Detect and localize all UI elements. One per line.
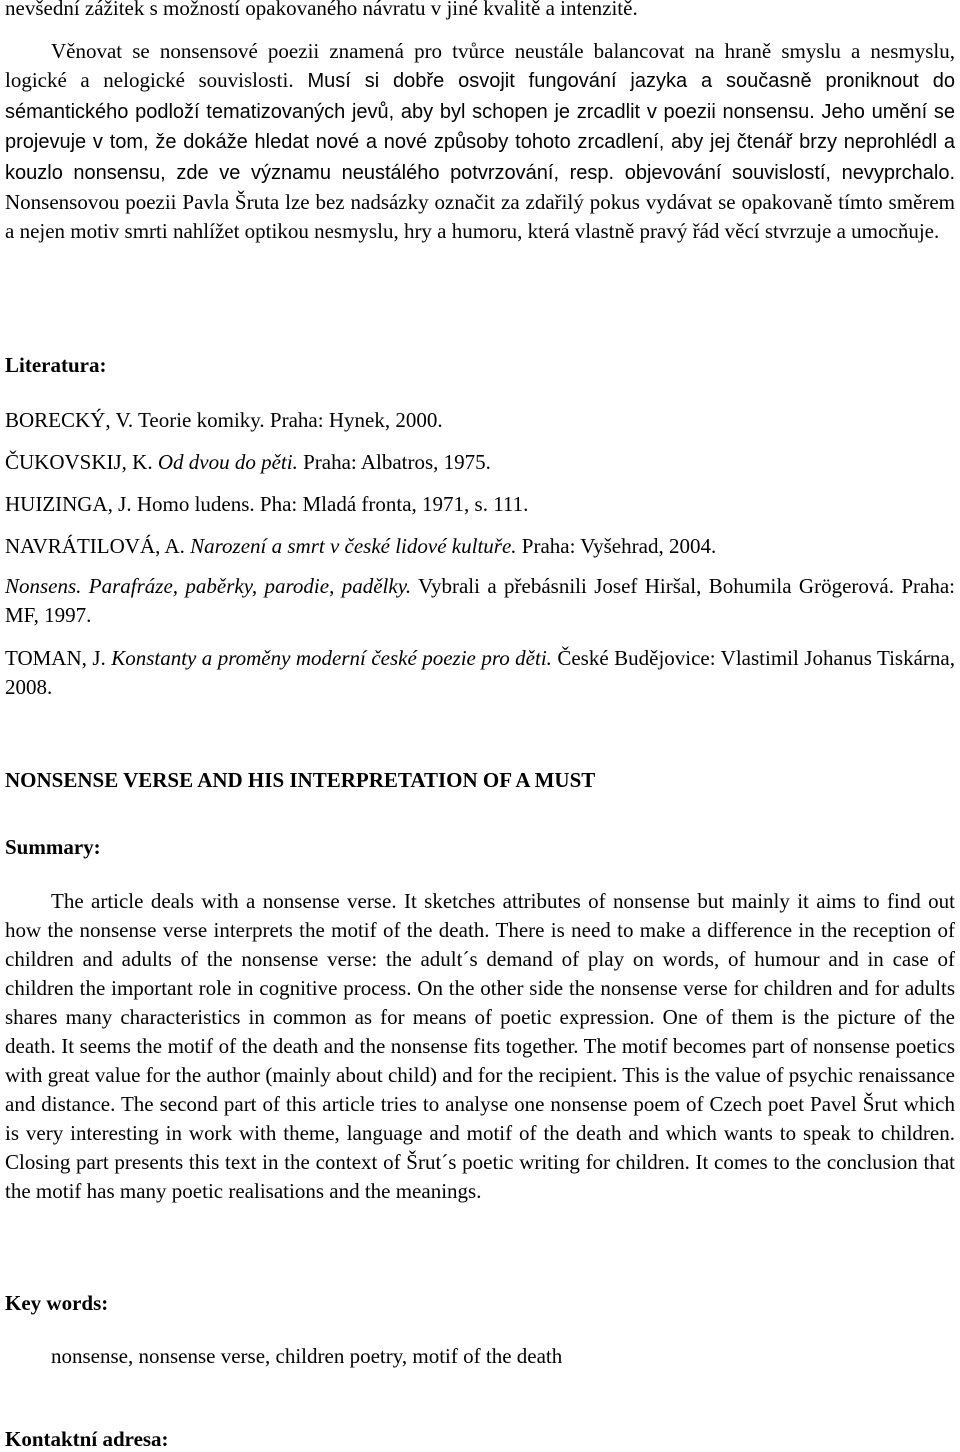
reference-item: Nonsens. Parafráze, paběrky, parodie, padělky. Vybrali a přebásnili Josef Hiršal, Bohumila Grögerová. Praha: MF, 1997. bbox=[5, 574, 956, 627]
intro-continuation-line: nevšední zážitek s možností opakovaného návratu v jiné kvalitě a intenzitě. bbox=[5, 0, 638, 20]
reference-item: ČUKOVSKIJ, K. Od dvou do pěti. Praha: Albatros, 1975. bbox=[5, 450, 491, 474]
intro-text-sans: Musí si dobře osvojit fungování jazyka a současně proniknout do sémantického podloží tematizovaných jevů, aby byl schopen je zrcadlit v poezii nonsensu. Jeho umění se projevuje v tom, že dokáže hledat nové a nové způsoby tohoto zrcadlení, aby jej čtenář brzy neprohlédl a kouzlo nonsensu, zde ve významu neustálého potvrzování, resp. objevování souvislostí, nevyprchalo. bbox=[5, 70, 955, 184]
keywords-heading: Key words: bbox=[5, 1291, 109, 1315]
literature-heading: Literatura: bbox=[5, 353, 107, 377]
intro-text-serif-2: Nonsensovou poezii Pavla Šruta lze bez nadsázky označit za zdařilý pokus vydávat se opakovaně tímto směrem a nejen motiv smrti nahlížet optikou nesmyslu, hry a humoru, která vlastně pravý řád věcí stvrzuje a umocňuje. bbox=[5, 190, 955, 243]
contact-heading: Kontaktní adresa: bbox=[5, 1427, 169, 1451]
intro-text-serif: Věnovat se nonsensové poezii znamená pro tvůrce neustále balancovat na hraně smyslu a nesmyslu, logické a nelogické souvislosti. bbox=[5, 39, 955, 92]
english-title: NONSENSE VERSE AND HIS INTERPRETATION OF A MUST bbox=[5, 768, 596, 792]
intro-paragraph bbox=[5, 37, 955, 246]
summary-text: The article deals with a nonsense verse. It sketches attributes of nonsense but mainly it aims to find out how the nonsense verse interprets the motif of the death. There is need to make a difference in the reception of children and adults of the nonsense verse: the adult´s demand of play on words, of humour and in case of children the important role in cognitive process. On the other side the nonsense verse for children and for adults shares many characteristics in common as for means of poetic expression. One of them is the picture of the death. It seems the motif of the death and the nonsense fits together. The motif becomes part of nonsense poetics with great value for the author (mainly about child) and for the recipient. This is the value of psychic renaissance and distance. The second part of this article tries to analyse one nonsense poem of Czech poet Pavel Šrut which is very interesting in work with theme, language and motif of the death and which wants to speak to children. Closing part presents this text in the context of Šrut´s poetic writing for children. It comes to the conclusion that the motif has many poetic realisations and the meanings. bbox=[5, 889, 955, 1203]
reference-item: BORECKÝ, V. Teorie komiky. Praha: Hynek, 2000. bbox=[5, 408, 443, 432]
reference-item: TOMAN, J. Konstanty a proměny moderní české poezie pro děti. České Budějovice: Vlastimil Johanus Tiskárna, 2008. bbox=[5, 646, 955, 699]
reference-item: HUIZINGA, J. Homo ludens. Pha: Mladá fronta, 1971, s. 111. bbox=[5, 492, 529, 516]
summary-heading: Summary: bbox=[5, 835, 101, 859]
keywords-text: nonsense, nonsense verse, children poetry, motif of the death bbox=[51, 1344, 563, 1368]
reference-item: NAVRÁTILOVÁ, A. Narození a smrt v české lidové kultuře. Praha: Vyšehrad, 2004. bbox=[5, 534, 717, 558]
